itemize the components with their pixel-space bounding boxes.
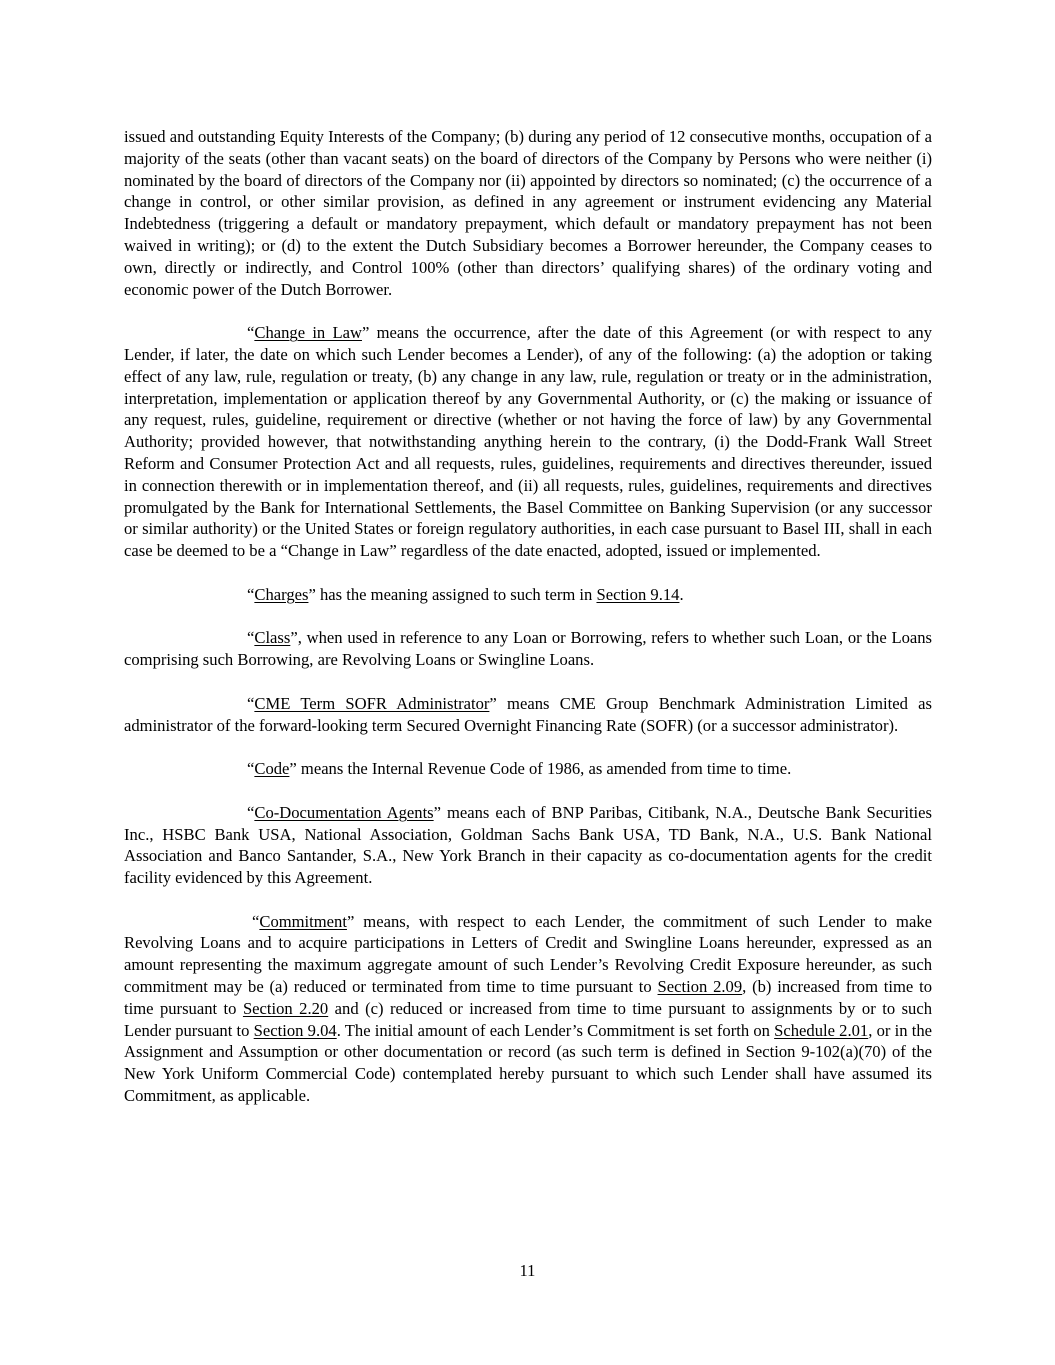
open-quote: “ [247, 584, 255, 604]
open-quote: “ [247, 802, 255, 822]
definition-commitment [124, 911, 932, 1107]
section-reference: Section 2.20 [242, 998, 329, 1018]
definition-co-documentation-agents [124, 802, 932, 889]
document-body [124, 126, 932, 1107]
open-quote: “ [247, 693, 255, 713]
definition-text: ” means, with respect to each Lender, the commitment of such Lender to make Revolving Loans and to acquire participations in Letters of Credit and Swingline Loans hereunder, expressed as an amount representing the maximum aggregate amount of such Lender’s Revolving Credit Exposure hereunder, as such commitment may be (a) reduced or terminated from time to time pursuant to [124, 911, 932, 997]
definition-text: ”, when used in reference to any Loan or Borrowing, refers to whether such Loan, or the Loans comprising such Borrowing, are Revolving Loans or Swingline Loans. [124, 628, 932, 670]
open-quote: “ [247, 628, 255, 648]
definition-text: ” means each of BNP Paribas, Citibank, N.A., Deutsche Bank Securities Inc., HSBC Bank USA, National Association, Goldman Sachs Bank USA, TD Bank, N.A., U.S. Bank National Association and Banco Santander, S.A., New York Branch in their capacity as co-documentation agents for the credit facility evidenced by this Agreement. [124, 802, 932, 888]
schedule-reference: Schedule 2.01 [774, 1020, 869, 1040]
definition-end: . [679, 584, 684, 604]
defined-term: Charges [254, 584, 309, 604]
definition-code [124, 758, 932, 780]
section-reference: Section 2.09 [657, 977, 743, 997]
defined-term: Code [254, 759, 290, 779]
definition-charges [124, 584, 932, 606]
definition-text: ” means the Internal Revenue Code of 1986, as amended from time to time. [289, 759, 792, 779]
definition-text: ” means CME Group Benchmark Administration Limited as administrator of the forward-looking term Secured Overnight Financing Rate (SOFR) (or a successor administrator). [124, 693, 932, 735]
definition-text: , (b) increased from time to time pursuant to [124, 977, 932, 1018]
paragraph-change-of-control-continued [124, 126, 932, 300]
definition-text: ” means the occurrence, after the date of this Agreement (or with respect to any Lender, if later, the date on which such Lender becomes a Lender), of any of the following: (a) the adoption or taking effect of any law, rule, regulation or treaty, (b) any change in any law, rule, regulation or treaty or in the administration, interpretation, implementation or application thereof by any Governmental Authority, or (c) the making or issuance of any request, rules, guideline, requirement or directive (whether or not having the force of law) by any Governmental Authority; provided however, that notwithstanding anything herein to the contrary, (i) the Dodd-Frank Wall Street Reform and Consumer Protection Act and all requests, rules, guidelines, requirements and directives thereunder, issued in connection therewith or in implementation thereof, and (ii) all requests, rules, guidelines, requirements and directives promulgated by the Bank for International Settlements, the Basel Committee on Banking Supervision (or any successor or similar authority) or the United States or foreign regulatory authorities, in each case pursuant to Basel III, shall in each case be deemed to be a “Change in Law” regardless of the date enacted, adopted, issued or implemented. [124, 323, 933, 561]
section-reference: Section 9.14 [596, 584, 680, 604]
defined-term: Class [254, 628, 291, 648]
defined-term: CME Term SOFR Administrator [254, 693, 490, 713]
defined-term: Co-Documentation Agents [254, 802, 434, 822]
defined-term: Commitment [259, 911, 347, 931]
paragraph-text: issued and outstanding Equity Interests of the Company; (b) during any period of 12 consecutive months, occupation of a majority of the seats (other than vacant seats) on the board of directors of the Company by Persons who were neither (i) nominated by the board of directors of the Company nor (ii) appointed by directors so nominated; (c) the occurrence of a change in control, or other similar provision, as defined in any agreement or instrument evidencing any Material Indebtedness (triggering a default or mandatory prepayment, which default or mandatory prepayment has not been waived in writing); or (d) to the extent the Dutch Subsidiary becomes a Borrower hereunder, the Company ceases to own, directly or indirectly, and Control 100% (other than directors’ qualifying shares) of the ordinary voting and economic power of the Dutch Borrower. [124, 127, 932, 299]
section-reference: Section 9.04 [253, 1020, 337, 1040]
definition-cme-term-sofr-administrator [124, 693, 932, 737]
open-quote: “ [247, 759, 255, 779]
definition-text: and (c) reduced or increased from time to time pursuant to assignments by or to such Lender pursuant to [124, 998, 933, 1040]
open-quote: “ [247, 323, 255, 343]
page-number: 11 [519, 1261, 536, 1280]
definition-text: . The initial amount of each Lender’s Commitment is set forth on [336, 1020, 775, 1040]
definition-class [124, 627, 932, 671]
definition-change-in-law [124, 322, 932, 562]
definition-text: , or in the Assignment and Assumption or other documentation or record (as such term is defined in Section 9-102(a)(70) of the New York Uniform Commercial Code) contemplated hereby pursuant to which such Lender shall have assumed its Commitment, as applicable. [124, 1020, 932, 1106]
open-quote: “ [252, 911, 260, 931]
defined-term: Change in Law [254, 323, 362, 343]
definition-text: ” has the meaning assigned to such term in [308, 584, 597, 604]
